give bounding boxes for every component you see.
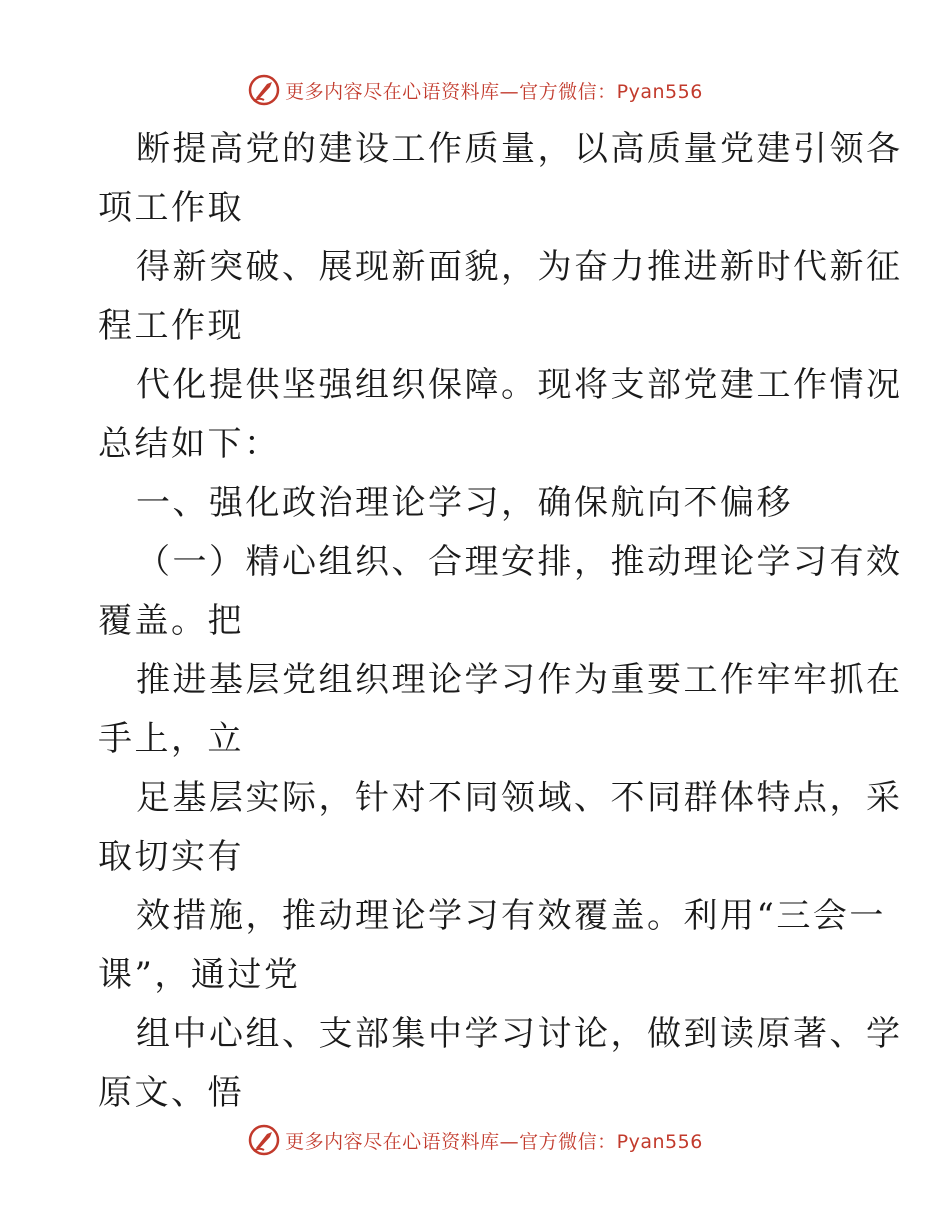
paragraph [98, 1005, 903, 1123]
paragraph-line: 效措施，推动理论学习有效覆盖。利用“三会一 [136, 896, 886, 936]
paragraph [98, 769, 903, 887]
watermark-wechat-text: 官方微信：Pyan556 [519, 80, 703, 103]
paragraph-line: 总结如下： [98, 424, 281, 464]
paragraph [98, 120, 903, 238]
watermark-text [285, 77, 703, 104]
paragraph-line: 取切实有 [98, 837, 244, 877]
pen-nib-logo-icon [247, 73, 281, 107]
paragraph-line: 组中心组、支部集中学习讨论，做到读原著、学 [136, 1014, 903, 1054]
paragraph-line: 覆盖。把 [98, 601, 244, 641]
section-heading [98, 474, 858, 533]
watermark-main-text: 更多内容尽在心语资料库— [285, 1130, 520, 1153]
header-watermark [0, 70, 950, 110]
paragraph-line: 得新突破、展现新面貌，为奋力推进新时代新征 [136, 247, 903, 287]
paragraph-line: 项工作取 [98, 188, 244, 228]
paragraph [98, 356, 903, 474]
paragraph-line: 推进基层党组织理论学习作为重要工作牢牢抓在 [136, 660, 903, 700]
paragraph-line: 原文、悟 [98, 1073, 244, 1113]
paragraph [98, 238, 903, 356]
paragraph-line: 课”，通过党 [98, 955, 301, 995]
paragraph-line: （一）精心组织、合理安排，推动理论学习有效 [136, 542, 903, 582]
watermark-text [285, 1127, 703, 1154]
watermark-main-text: 更多内容尽在心语资料库— [285, 80, 520, 103]
pen-nib-logo-icon [247, 1123, 281, 1157]
document-body [98, 120, 903, 1123]
watermark-wechat-text: 官方微信：Pyan556 [519, 1130, 703, 1153]
paragraph [98, 887, 886, 1005]
paragraph-line: 足基层实际，针对不同领域、不同群体特点，采 [136, 778, 903, 818]
paragraph-line: 程工作现 [98, 306, 244, 346]
paragraph [98, 533, 903, 651]
paragraph-line: 手上，立 [98, 719, 244, 759]
paragraph-line: 断提高党的建设工作质量，以高质量党建引领各 [136, 129, 903, 169]
paragraph-line: 一、强化政治理论学习，确保航向不偏移 [136, 483, 793, 523]
paragraph-line: 代化提供坚强组织保障。现将支部党建工作情况 [136, 365, 903, 405]
footer-watermark [0, 1120, 950, 1160]
paragraph [98, 651, 903, 769]
